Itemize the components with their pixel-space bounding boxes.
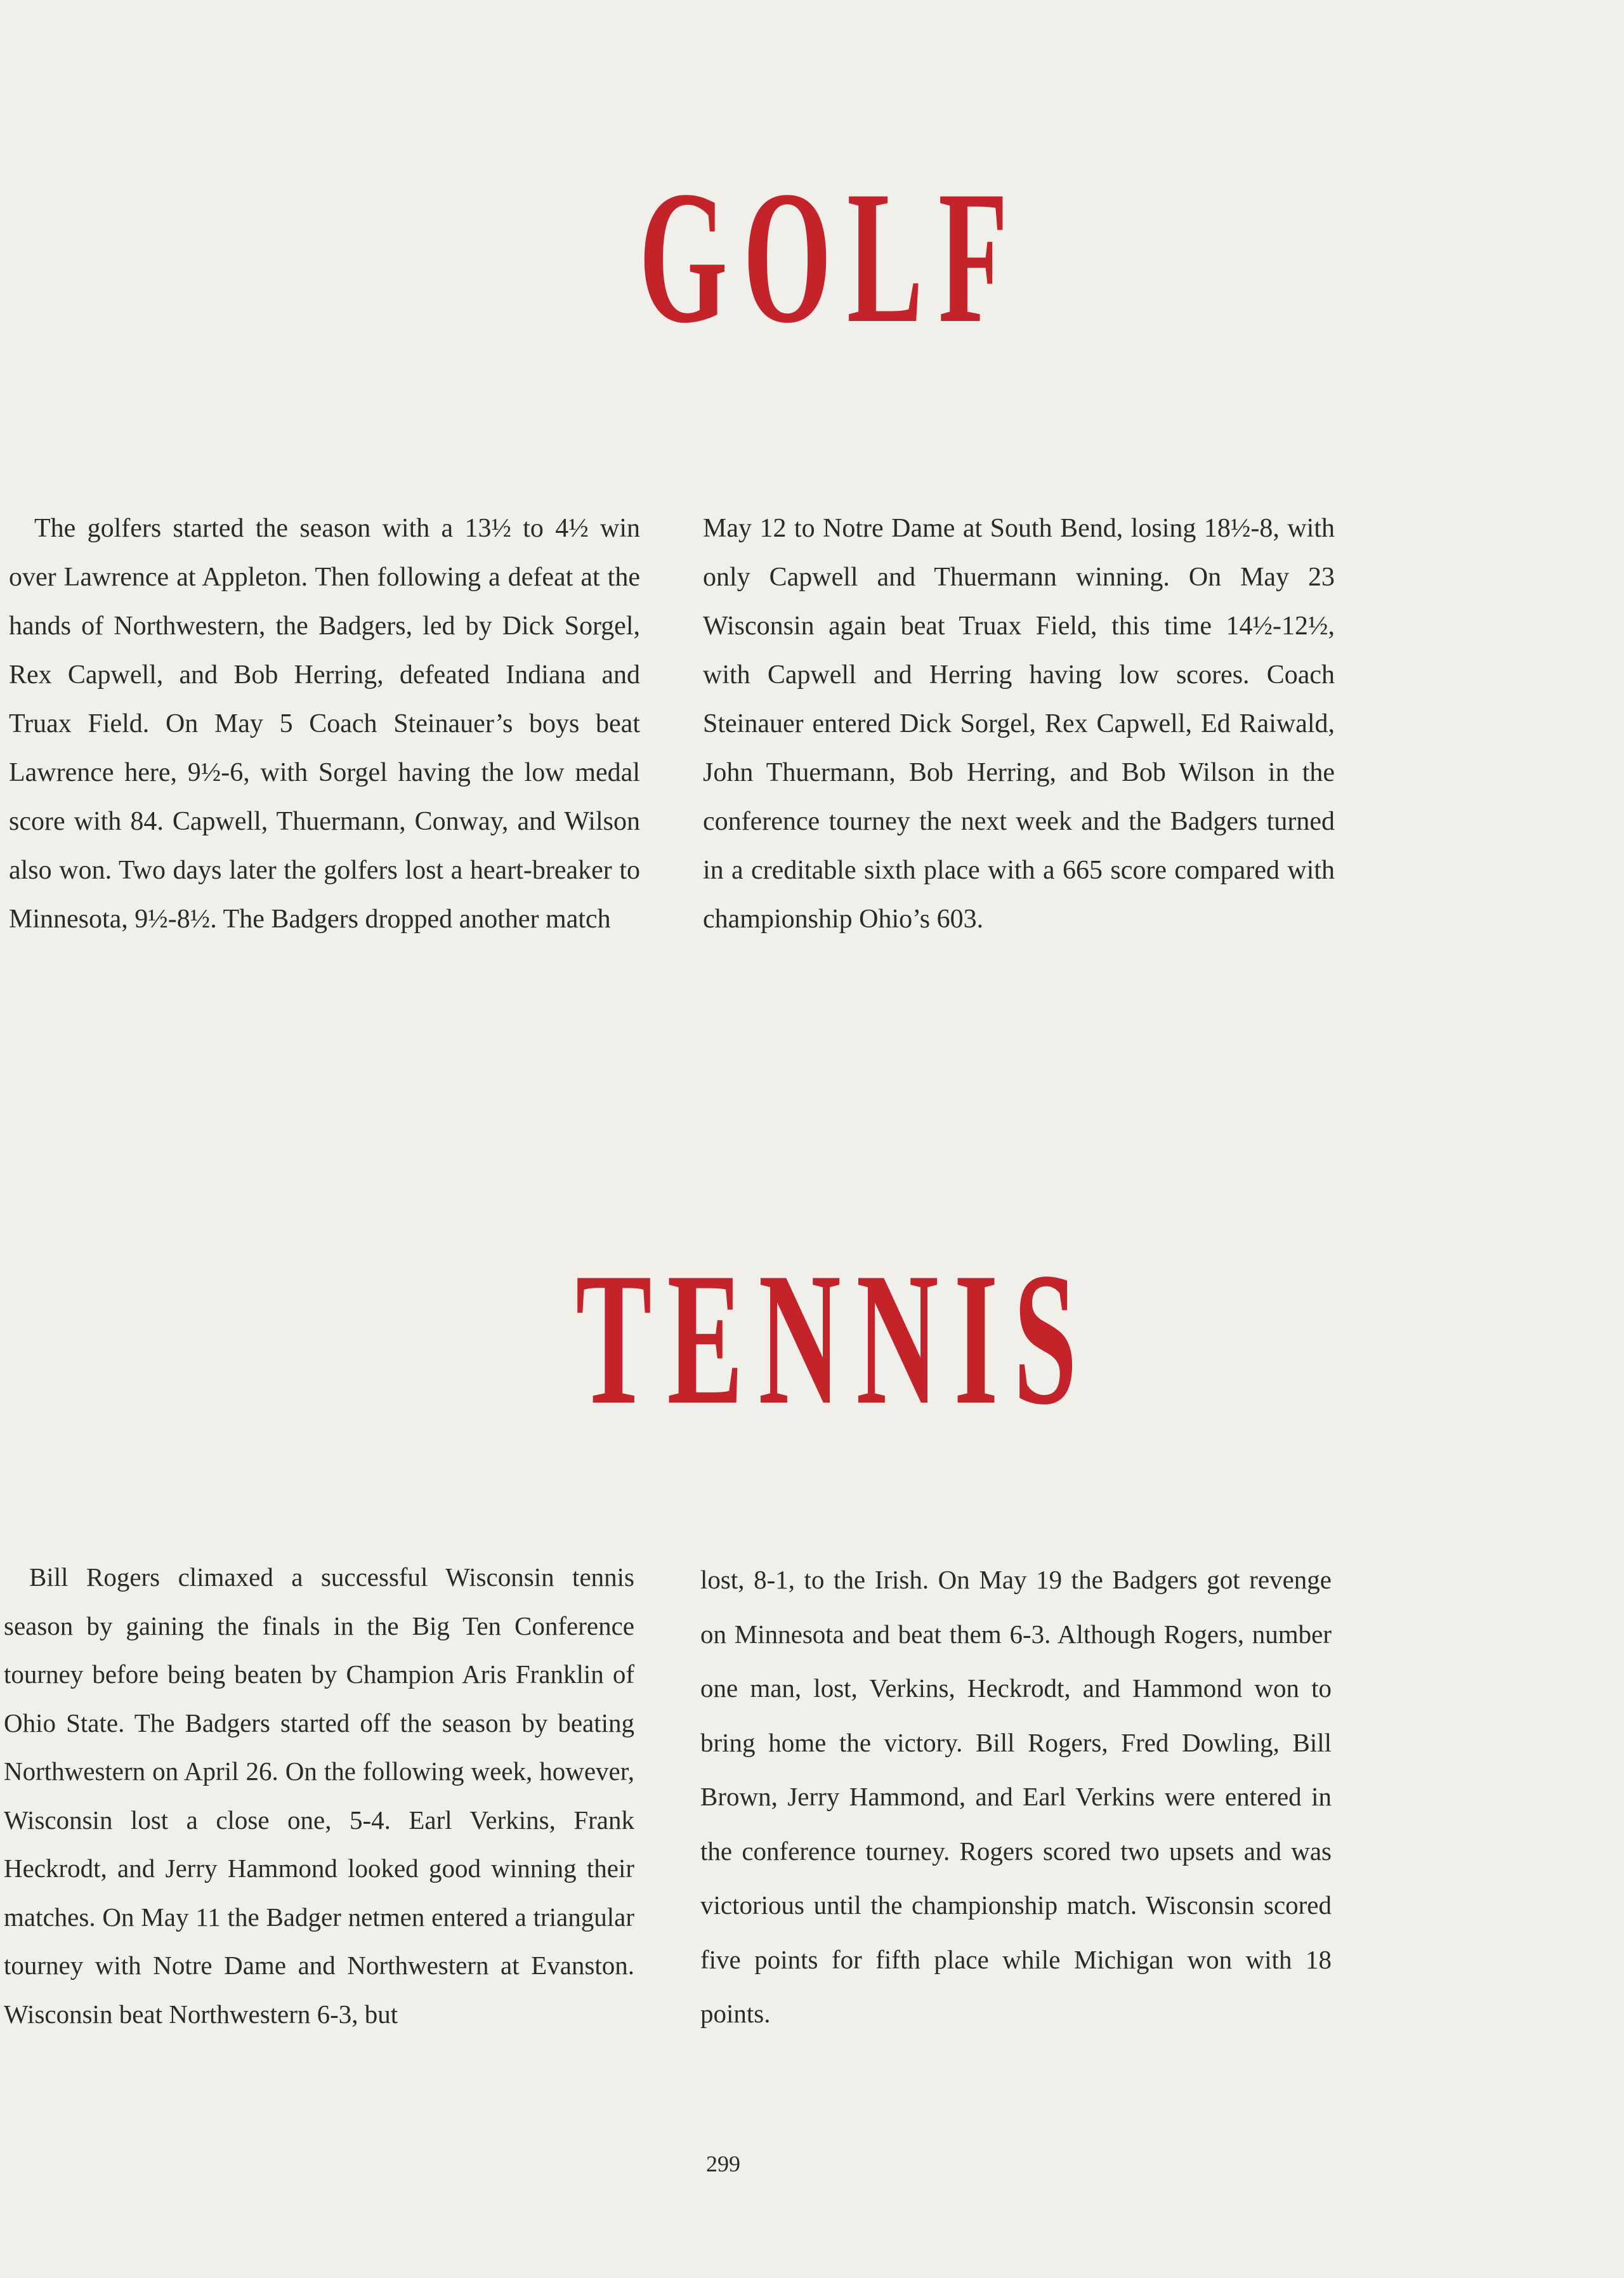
golf-text-column-right xyxy=(703,504,1335,944)
golf-text-column-left xyxy=(9,504,640,944)
tennis-paragraph-left: Bill Rogers climaxed a successful Wisconsin tennis season by gaining the finals in the Big Ten Conference tourney before being beaten by Champion Aris Franklin of Ohio State. The Badgers started off the season by beating Northwestern on April 26. On the following week, however, Wisconsin lost a close one, 5-4. Earl Verkins, Frank Heckrodt, and Jerry Hammond looked good winning their matches. On May 11 the Badger netmen entered a triangular tourney with Notre Dame and Northwestern at Evanston. Wisconsin beat Northwestern 6-3, but xyxy=(4,1562,634,2029)
golf-paragraph-right: May 12 to Notre Dame at South Bend, losing 18½-8, with only Capwell and Thuermann winning. On May 23 Wisconsin again beat Truax Field, this time 14½-12½, with Capwell and Herring having low scores. Coach Steinauer entered Dick Sorgel, Rex Capwell, Ed Raiwald, John Thuermann, Bob Herring, and Bob Wilson in the conference tourney the next week and the Badgers turned in a creditable sixth place with a 665 score compared with championship Ohio’s 603. xyxy=(703,514,1335,934)
tennis-heading-text: TENNIS xyxy=(575,1233,1093,1444)
golf-paragraph-left: The golfers started the season with a 13½ to 4½ win over Lawrence at Appleton. Then following a defeat at the hands of Northwestern, the Badgers, led by Dick Sorgel, Rex Capwell, and Bob Herring, defeated Indiana and Truax Field. On May 5 Coach Steinauer’s boys beat Lawrence here, 9½-6, with Sorgel having the low medal score with 84. Capwell, Thuermann, Conway, and Wilson also won. Two days later the golfers lost a heart-breaker to Minnesota, 9½-8½. The Badgers dropped another match xyxy=(9,514,640,934)
golf-heading xyxy=(0,152,1624,362)
tennis-paragraph-right: lost, 8-1, to the Irish. On May 19 the Badgers got revenge on Minnesota and beat them 6-3. Although Rogers, number one man, lost, Verkins, Heckrodt, and Hammond won to bring home the victory. Bill Rogers, Fred Dowling, Bill Brown, Jerry Hammond, and Earl Verkins were entered in the conference tourney. Rogers scored two upsets and was victorious until the championship match. Wisconsin scored five points for fifth place while Michigan won with 18 points. xyxy=(700,1565,1332,2028)
tennis-text-column-left xyxy=(4,1553,634,2038)
tennis-text-column-right xyxy=(700,1553,1332,2041)
golf-heading-text: GOLF xyxy=(638,152,1024,362)
page-number: 299 xyxy=(706,2151,740,2177)
tennis-heading xyxy=(0,1233,1624,1444)
